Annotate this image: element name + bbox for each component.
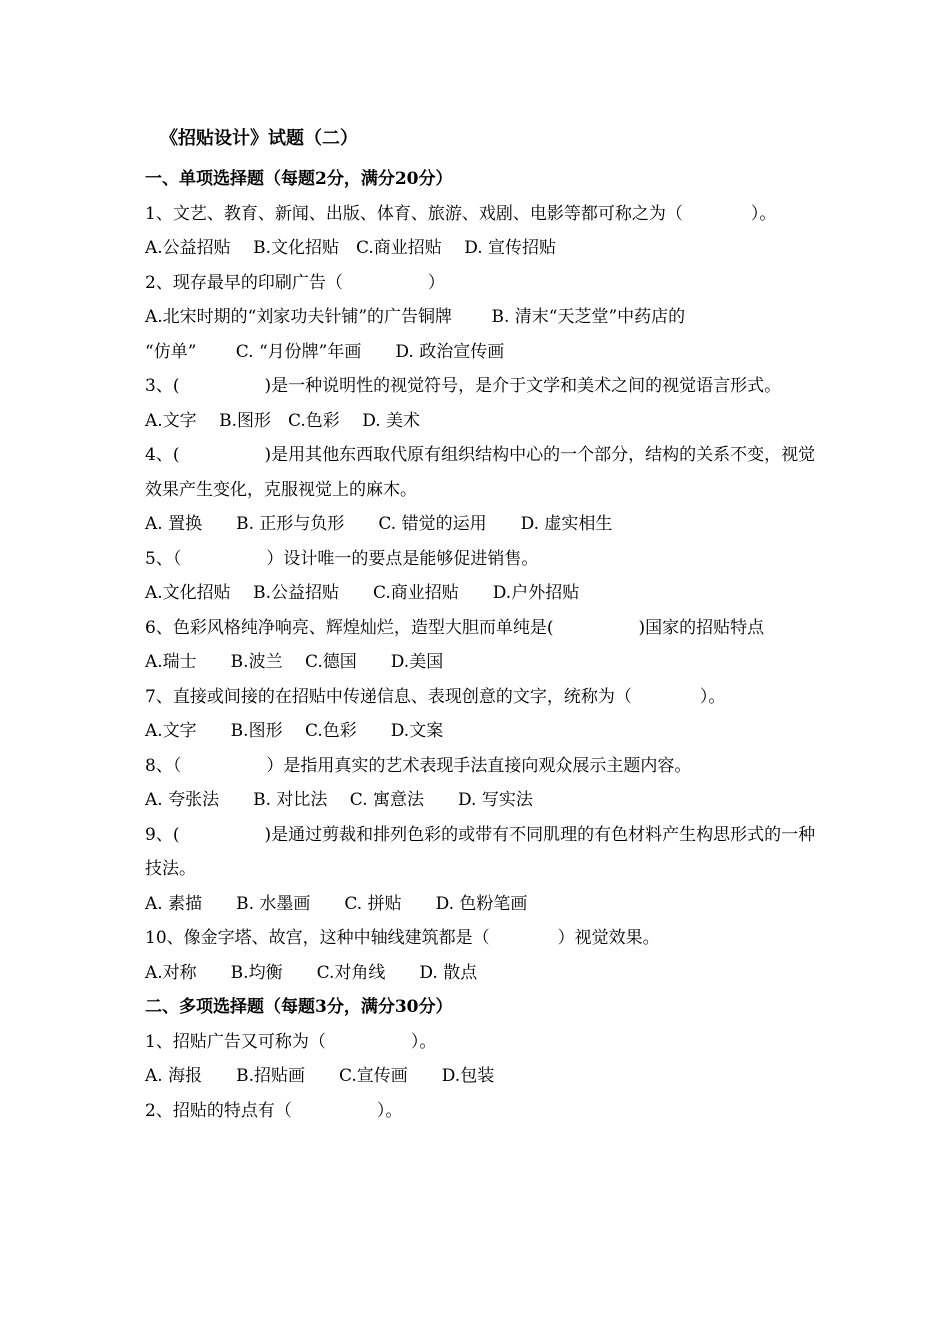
question-4-options: A. 置换 B. 正形与负形 C. 错觉的运用 D. 虚实相生 bbox=[145, 514, 613, 534]
question-8-options: A. 夸张法 B. 对比法 C. 寓意法 D. 写实法 bbox=[145, 790, 533, 810]
question-10-options: A.对称 B.均衡 C.对角线 D. 散点 bbox=[145, 962, 478, 983]
multi-question-1-options: A. 海报 B.招贴画 C.宣传画 D.包装 bbox=[145, 1066, 495, 1086]
question-10: 10、像金字塔、故宫，这种中轴线建筑都是（ ）视觉效果。 bbox=[145, 928, 660, 948]
exam-content bbox=[145, 162, 825, 1128]
question-4: 4、( )是用其他东西取代原有组织结构中心的一个部分，结构的关系不变，视觉效果产生变化，克服视觉上的麻木。 bbox=[145, 445, 816, 500]
question-3-options: A.文字 B.图形 C.色彩 D. 美术 bbox=[145, 410, 421, 431]
question-8: 8、（ ）是指用真实的艺术表现手法直接向观众展示主题内容。 bbox=[145, 755, 692, 776]
question-1-options: A.公益招贴 B.文化招贴 C.商业招贴 D. 宣传招贴 bbox=[145, 238, 557, 258]
question-6: 6、色彩风格纯净响亮、辉煌灿烂，造型大胆而单纯是( )国家的招贴特点 bbox=[145, 617, 765, 638]
question-7-options: A.文字 B.图形 C.色彩 D.文案 bbox=[145, 721, 444, 741]
question-2-options-line-1: A.北宋时期的“刘家功夫针铺”的广告铜牌 B. 清末“天芝堂”中药店的 bbox=[145, 307, 686, 327]
question-2: 2、现存最早的印刷广告（ ） bbox=[145, 272, 445, 293]
question-5-options: A.文化招贴 B.公益招贴 C.商业招贴 D.户外招贴 bbox=[145, 583, 580, 603]
section-heading-single-choice: 一、单项选择题（每题2分，满分20分） bbox=[145, 169, 453, 189]
question-9-options: A. 素描 B. 水墨画 C. 拼贴 D. 色粉笔画 bbox=[145, 893, 528, 914]
multi-question-1: 1、招贴广告又可称为（ ）。 bbox=[145, 1031, 437, 1052]
question-6-options: A.瑞士 B.波兰 C.德国 D.美国 bbox=[145, 652, 444, 672]
question-5: 5、（ ）设计唯一的要点是能够促进销售。 bbox=[145, 548, 539, 569]
section-heading-multiple-choice: 二、多项选择题（每题3分，满分30分） bbox=[145, 997, 453, 1017]
page-title: 《招贴设计》试题（二） bbox=[160, 128, 358, 149]
question-2-options-line-2: “仿单” C. “月份牌”年画 D. 政治宣传画 bbox=[145, 341, 505, 362]
question-9: 9、( )是通过剪裁和排列色彩的或带有不同肌理的有色材料产生构思形式的一种技法。 bbox=[145, 824, 816, 879]
question-3: 3、( )是一种说明性的视觉符号，是介于文学和美术之间的视觉语言形式。 bbox=[145, 376, 782, 396]
multi-question-2: 2、招贴的特点有（ ）。 bbox=[145, 1100, 403, 1121]
question-7: 7、直接或间接的在招贴中传递信息、表现创意的文字，统称为（ ）。 bbox=[145, 686, 726, 707]
question-1: 1、文艺、教育、新闻、出版、体育、旅游、戏剧、电影等都可称之为（ ）。 bbox=[145, 203, 777, 224]
